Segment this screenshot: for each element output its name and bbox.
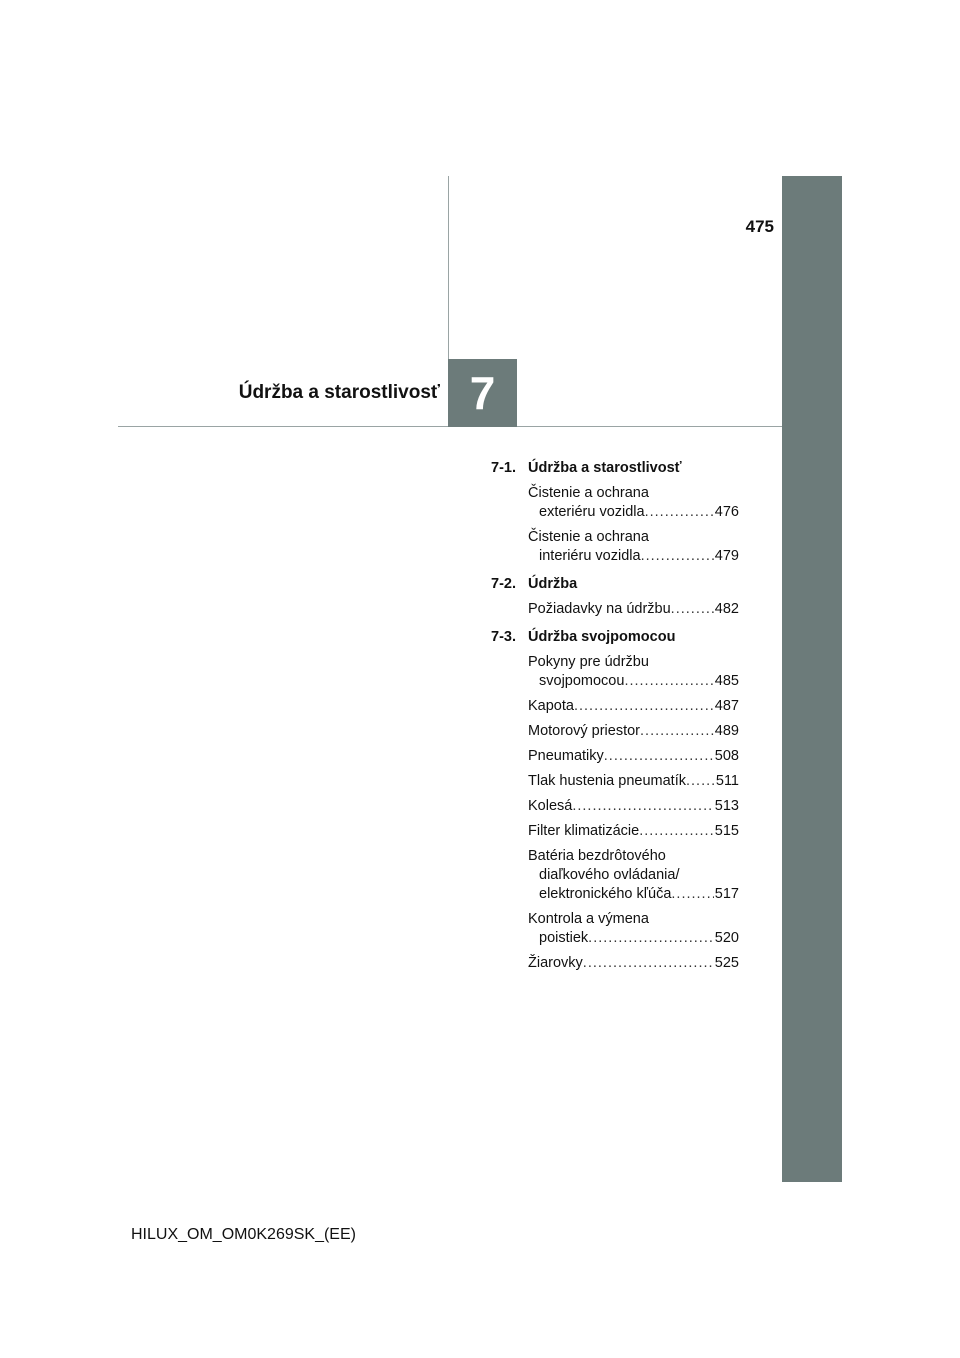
toc-entry[interactable] [528,697,739,716]
toc-entry[interactable] [528,822,739,841]
toc-entry[interactable] [528,954,739,973]
entry-text: poistiek [539,930,589,946]
entry-line: Kontrola a výmena [528,911,649,927]
toc-entry[interactable] [528,772,739,791]
entry-text: elektronického kľúča [539,886,672,902]
entry-leader-line [528,672,739,691]
entry-page: 485 [714,673,739,689]
section-heading [491,576,739,598]
entry-page: 508 [714,748,739,764]
page-number: 475 [745,217,774,236]
entry-leader-line [528,885,739,904]
dot-leader [574,697,714,716]
section-title: Údržba a starostlivosť [528,460,682,476]
entry-text: Kolesá [528,798,573,814]
toc-section-7-1 [491,460,739,566]
entry-text: Kapota [528,698,574,714]
dot-leader [639,822,714,841]
dot-leader [572,797,713,816]
entry-page: 515 [714,823,739,839]
entry-text: Filter klimatizácie [528,823,640,839]
entry-page: 513 [714,798,739,814]
entry-page: 487 [714,698,739,714]
dot-leader [588,929,714,948]
toc-entry[interactable] [528,528,739,566]
document-code: HILUX_OM_OM0K269SK_(EE) [131,1226,356,1243]
toc-section-7-2 [491,576,739,619]
entry-text: interiéru vozidla [539,548,641,564]
entry-leader-line [528,697,739,716]
entry-leader-line [528,822,739,841]
entry-page: 482 [714,601,739,617]
dot-leader [640,722,714,741]
toc-entry[interactable] [528,600,739,619]
entry-leader-line [528,503,739,522]
toc-entry[interactable] [528,910,739,948]
dot-leader [645,503,714,522]
entry-text: Motorový priestor [528,723,641,739]
toc-entry[interactable] [528,653,739,691]
dot-leader [671,885,713,904]
section-number: 7-3. [491,629,516,645]
entry-text: Žiarovky [528,955,583,971]
toc-entry[interactable] [528,847,739,904]
entry-text: exteriéru vozidla [539,504,645,520]
entry-line: Čistenie a ochrana [528,485,649,501]
entry-page: 489 [714,723,739,739]
entry-line: Pokyny pre údržbu [528,654,649,670]
toc-entry[interactable] [528,722,739,741]
toc-section-7-3 [491,629,739,973]
entry-page: 476 [714,504,739,520]
table-of-contents [491,460,739,979]
entry-text: Požiadavky na údržbu [528,601,671,617]
section-number: 7-1. [491,460,516,476]
entry-leader-line [528,797,739,816]
toc-entry[interactable] [528,484,739,522]
entry-leader-line [528,600,739,619]
dot-leader [583,954,714,973]
dot-leader [624,672,713,691]
entry-line: diaľkového ovládania/ [539,867,680,883]
entry-leader-line [528,547,739,566]
toc-entry[interactable] [528,797,739,816]
section-number: 7-2. [491,576,516,592]
entry-leader-line [528,772,739,791]
section-title: Údržba [528,576,578,592]
toc-entry[interactable] [528,747,739,766]
entry-leader-line [528,954,739,973]
entry-text: Tlak hustenia pneumatík [528,773,686,789]
section-title: Údržba svojpomocou [528,629,676,645]
dot-leader [641,547,714,566]
entry-page: 479 [714,548,739,564]
dot-leader [686,772,715,791]
entry-text: svojpomocou [539,673,625,689]
entry-leader-line [528,747,739,766]
entry-leader-line [528,722,739,741]
entry-page: 511 [715,773,739,789]
entry-page: 520 [714,930,739,946]
section-heading [491,629,739,651]
entry-page: 525 [714,955,739,971]
chapter-number-badge: 7 [448,359,517,427]
entry-leader-line [528,929,739,948]
entry-line: Čistenie a ochrana [528,529,649,545]
entry-text: Pneumatiky [528,748,604,764]
chapter-side-tab [782,176,842,1182]
dot-leader [671,600,714,619]
entry-page: 517 [714,886,739,902]
header-vertical-rule [448,176,449,359]
section-heading [491,460,739,482]
entry-line: Batéria bezdrôtového [528,848,666,864]
chapter-title: Údržba a starostlivosť [238,382,440,403]
dot-leader [604,747,714,766]
